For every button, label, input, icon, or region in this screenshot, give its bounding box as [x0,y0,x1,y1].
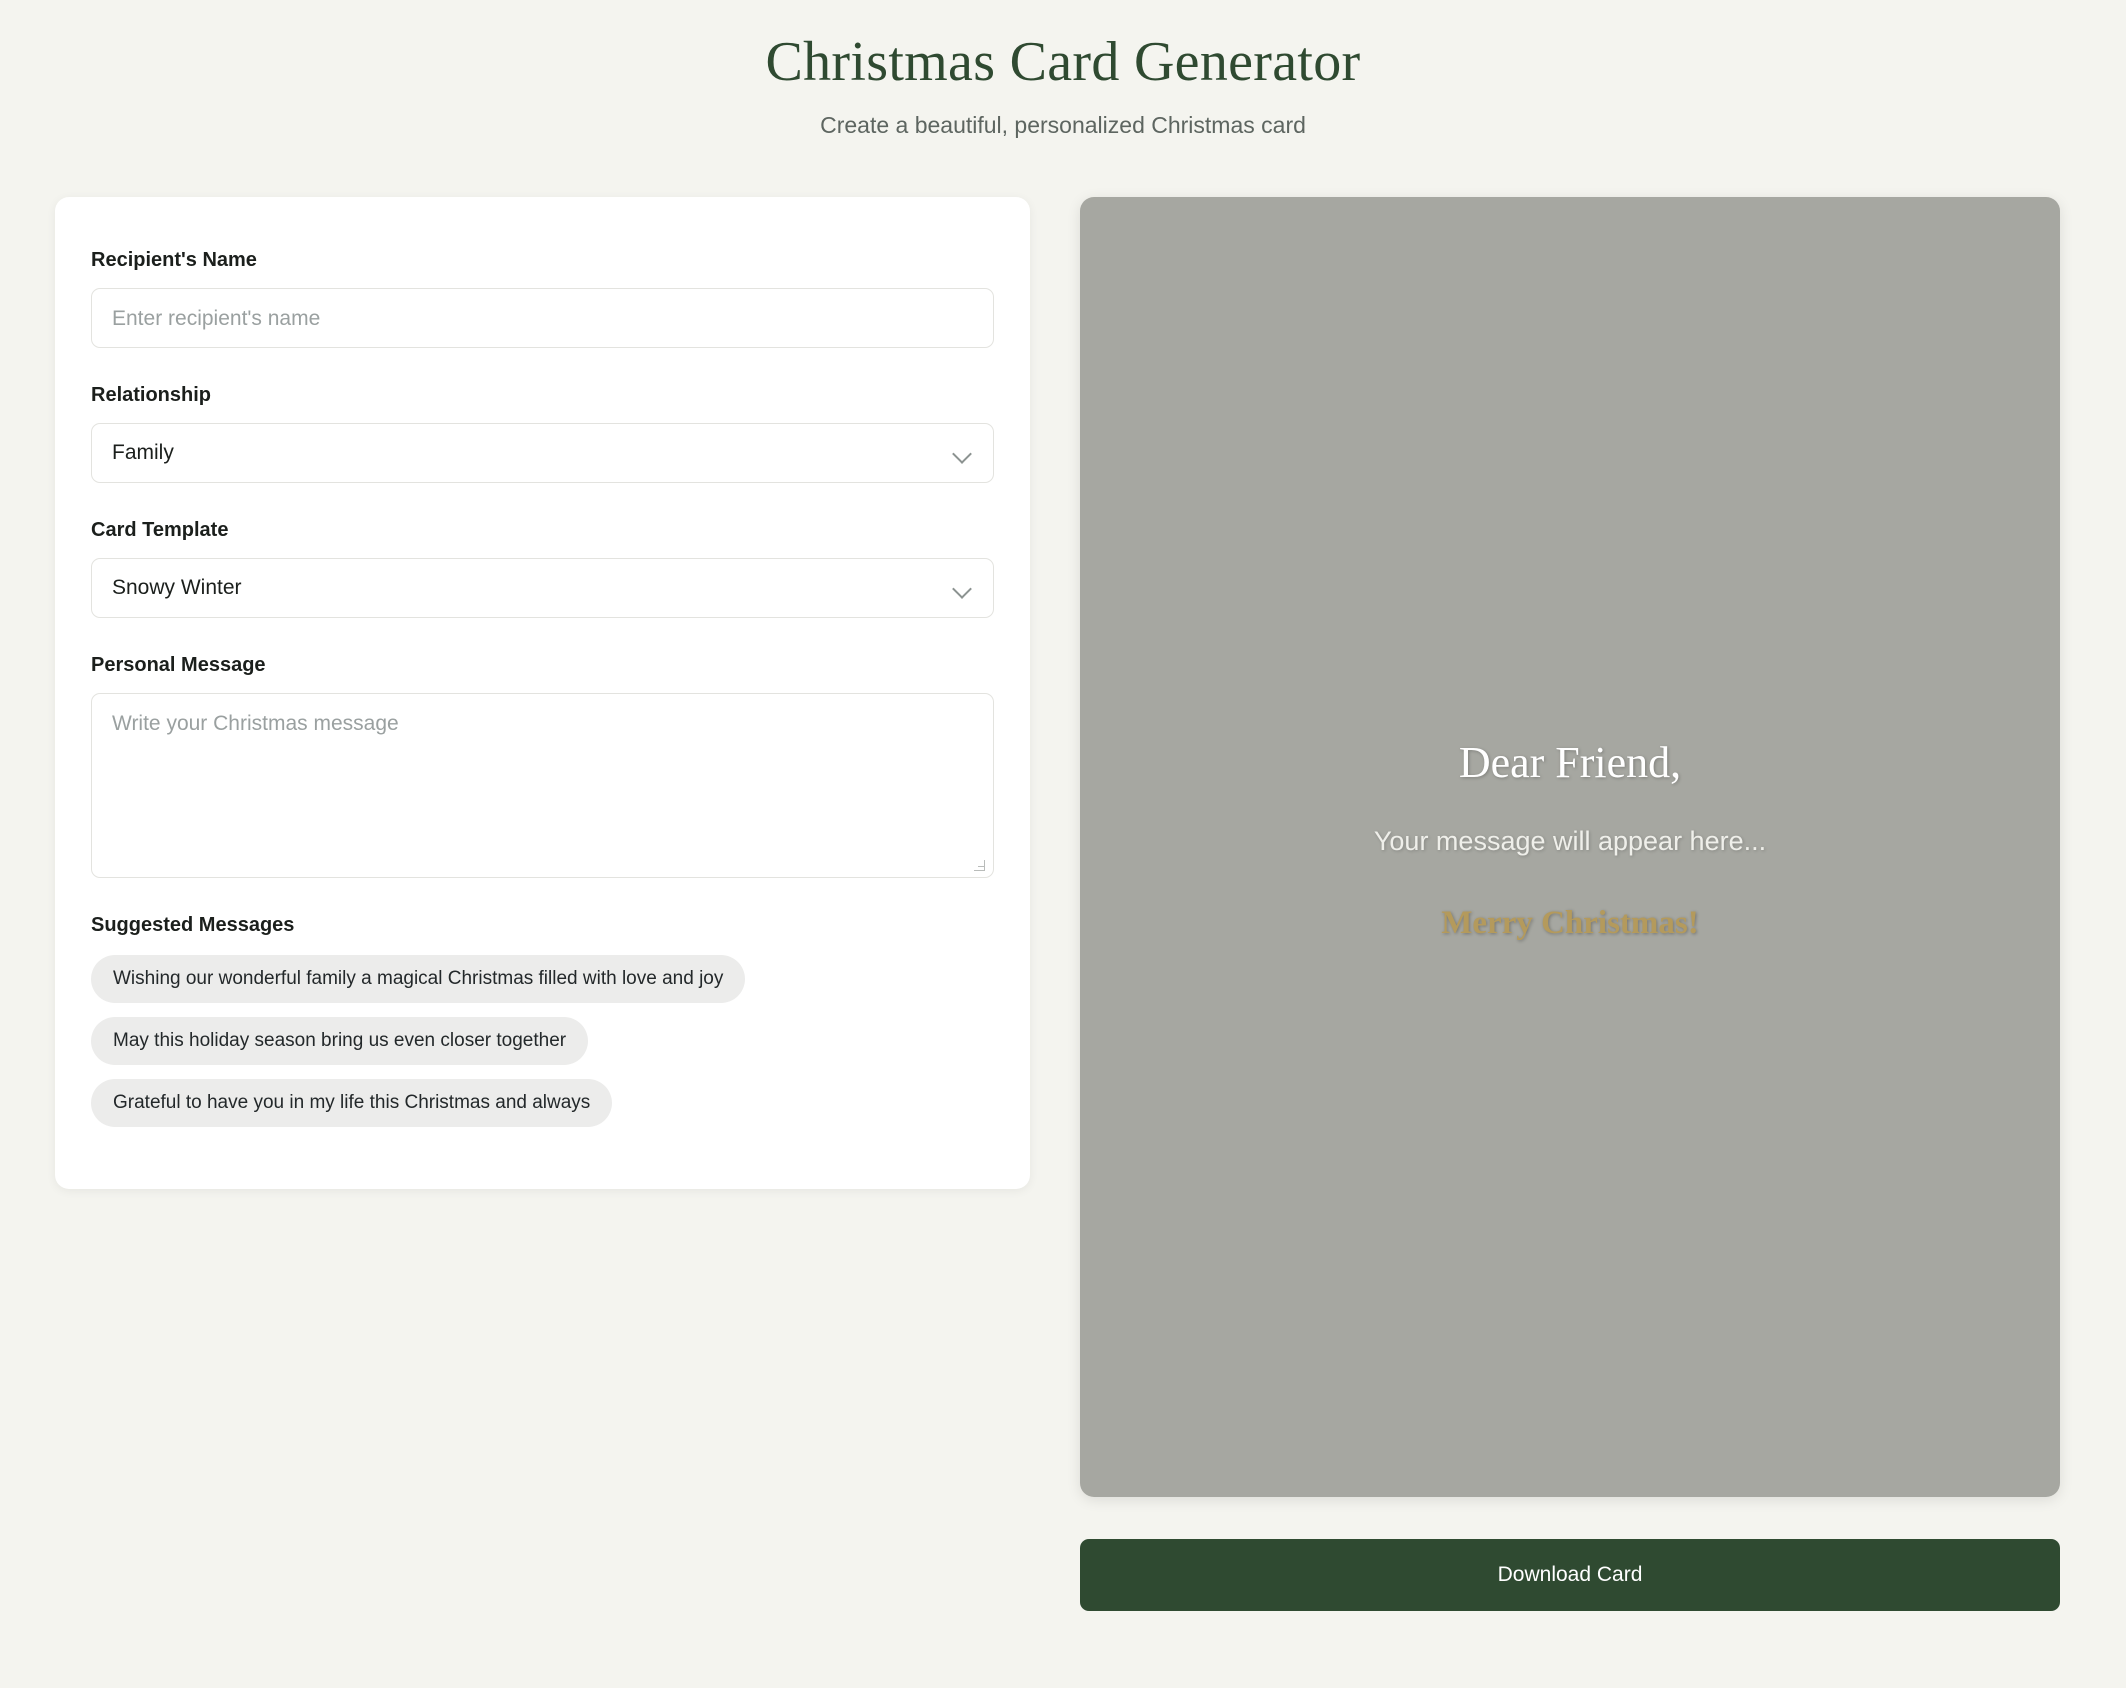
template-selected-value: Snowy Winter [112,576,242,599]
card-message: Your message will appear here... [1373,826,1767,856]
relationship-select[interactable] [91,423,994,483]
page-subtitle: Create a beautiful, personalized Christmas card [820,112,1306,138]
card-preview [1080,197,2060,1497]
template-select[interactable] [91,558,994,618]
download-card-button[interactable]: Download Card [1080,1539,2060,1611]
card-preview-content [1080,737,2060,942]
suggestion-row [91,1017,994,1079]
preview-panel [1080,197,2060,1611]
suggestion-chip-3[interactable]: Grateful to have you in my life this Christmas and always [91,1079,612,1127]
relationship-selected-value: Family [112,441,174,464]
page-header [0,0,2126,139]
message-field [91,654,994,878]
recipient-input[interactable]: Enter recipient's name [91,288,994,348]
card-greeting: Dear Friend, [1458,738,1682,787]
template-field [91,519,994,618]
suggested-messages-section [91,914,994,1141]
resize-handle-icon[interactable] [973,859,987,873]
template-label: Card Template [91,519,229,541]
suggestion-chip-2[interactable]: May this holiday season bring us even closer together [91,1017,588,1065]
chevron-down-icon [953,578,973,598]
chevron-down-icon [953,443,973,463]
suggestion-chip-1[interactable]: Wishing our wonderful family a magical Christmas filled with love and joy [91,955,745,1003]
message-placeholder: Write your Christmas message [112,712,399,735]
suggestion-row [91,955,994,1017]
card-form-panel [55,197,1030,1189]
recipient-label: Recipient's Name [91,249,257,271]
suggested-messages-label: Suggested Messages [91,914,295,936]
page-title: Christmas Card Generator [765,31,1361,93]
message-textarea[interactable] [91,693,994,878]
suggestion-row [91,1079,994,1141]
relationship-field [91,384,994,483]
relationship-label: Relationship [91,384,212,406]
card-signoff: Merry Christmas! [1441,905,1699,941]
message-label: Personal Message [91,654,266,676]
main-layout [0,139,2126,1611]
recipient-field [91,249,994,348]
